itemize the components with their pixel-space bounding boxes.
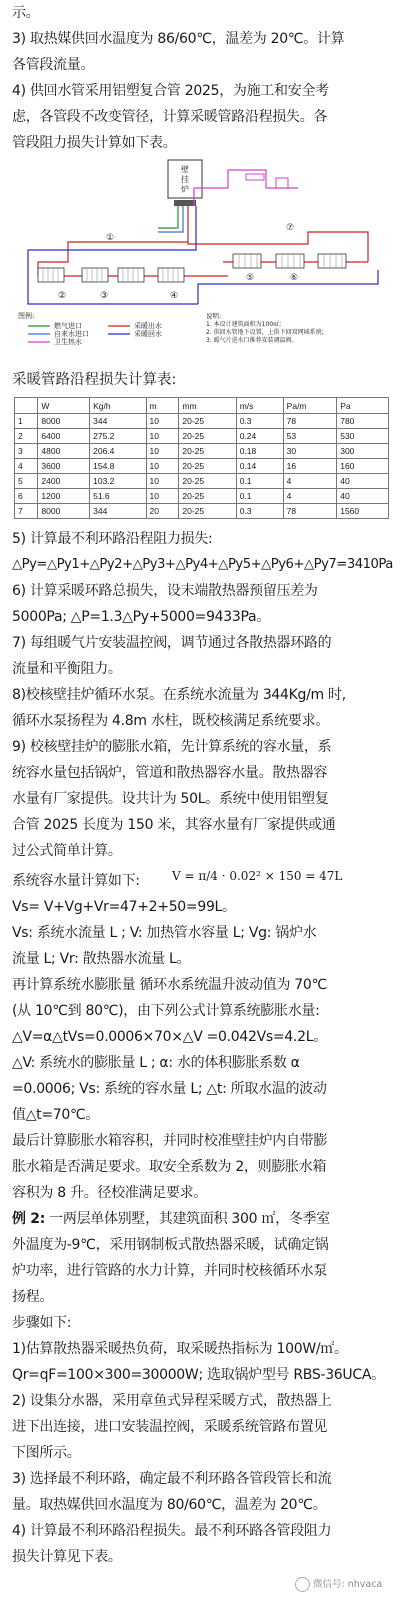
table-header: Kg/h	[90, 398, 146, 414]
text-line: 胀水箱是否满足要求。取安全系数为 2，则膨胀水箱	[12, 1159, 327, 1175]
capacity-formula: V = π/4 · 0.02² × 150 = 47L	[172, 869, 343, 883]
text-line: 过公式简单计算。	[12, 843, 122, 859]
table-header: W	[38, 398, 90, 414]
text-line: 量。取热媒供回水温度为 80/60℃，温差为 20℃。	[12, 1497, 327, 1513]
text-line: 8)校核壁挂炉循环水泵。在系统水流量为 344Kg/m 时,	[12, 687, 346, 703]
text-line: 5000Pa; △P=1.3△Py+5000=9433Pa。	[12, 609, 270, 625]
text-line: 流量 L; Vr: 散热器水流量 L。	[12, 951, 191, 967]
text-line: 值△t=70℃。	[12, 1107, 100, 1123]
note-2: 2. 供回水管地下设置，上供下回双网城系统;	[206, 329, 324, 336]
table-header-row	[15, 398, 389, 414]
text-line: 6) 计算采暖环路总损失，设末端散热器预留压差为	[12, 583, 318, 599]
text-line: △V=α△tVs=0.0006×70×△V =0.042Vs=4.2L。	[12, 1029, 327, 1045]
text-line: 9) 校核壁挂炉的膨胀水箱，先计算系统的容水量，系	[12, 739, 332, 755]
legend-return: 采暖回水	[134, 330, 162, 338]
text-line: 下图所示。	[12, 1445, 81, 1461]
table-row: 6 1200 51.6 10 20-25 0.1 4 40	[15, 489, 389, 504]
text-line: 步骤如下:	[12, 1315, 72, 1331]
boiler-label-2: 挂	[181, 175, 189, 184]
legend-title: 图例:	[18, 312, 35, 320]
text-line: △V: 系统水的膨胀量 L ; α: 水的体积膨胀系数 α	[12, 1055, 300, 1071]
text-line: 最后计算膨胀水箱容积，并同时校准壁挂炉内自带膨	[12, 1133, 328, 1149]
text-line: (从 10℃到 80℃)，由下列公式计算系统膨胀水量:	[12, 1003, 320, 1019]
table-title: 采暖管路沿程损失计算表:	[12, 372, 177, 388]
legend-gas: 燃气进口	[54, 322, 82, 330]
wechat-icon	[295, 1577, 310, 1592]
text-line: 7) 每组暖气片安装温控阀，调节通过各散热器环路的	[12, 635, 332, 651]
table-header: m	[146, 398, 179, 414]
text-line: 统容水量包括锅炉，管道和散热器容水量。散热器容	[12, 765, 328, 781]
gas-pipe	[158, 206, 178, 228]
table-header: mm	[179, 398, 236, 414]
table-header	[15, 398, 38, 414]
text-line: 扬程。	[12, 1289, 54, 1305]
heating-piping-diagram	[8, 158, 398, 358]
text-line: 进下出连接，进口安装温控阀，采暖系统管路布置见	[12, 1419, 328, 1435]
note-1: 1. 本设计建筑面积为100㎡;	[206, 321, 282, 328]
text-line: 合管 2025 长度为 150 米，其容水量有厂家提供或通	[12, 817, 336, 833]
text-line: 1)估算散热器采暖热负荷，取采暖热指标为 100W/㎡。	[12, 1341, 348, 1357]
legend-tap: 自来水进口	[54, 330, 89, 338]
text-line: =0.0006; Vs: 系统的容水量 L; △t: 所取水温的波动	[12, 1081, 327, 1097]
table-header: Pa/m	[283, 398, 337, 414]
loop-number-7: ⑦	[286, 223, 295, 233]
example-2-label: 例 2:	[12, 1211, 46, 1227]
text-line: Vs= V+Vg+Vr=47+2+50=99L。	[12, 899, 236, 915]
text-line: 虑，各管段不改变管径，计算采暖管路沿程损失。各	[12, 109, 328, 125]
loop-number-1: ①	[106, 233, 115, 243]
note-3: 3. 暖气片进水口推荐安装调温阀。	[206, 337, 298, 344]
loop-number-3: ③	[100, 291, 109, 301]
text-line: 管段阻力损失计算如下表。	[12, 135, 177, 151]
text-line: 损失计算见下表。	[12, 1549, 122, 1565]
legend-supply: 采暖出水	[134, 322, 162, 330]
loop-number-4: ④	[170, 291, 179, 301]
legend-hot: 卫生热水	[54, 338, 82, 346]
text-line: Vs: 系统水流量 L ; V: 加热管水容量 L; Vg: 锅炉水	[12, 925, 317, 941]
loop-number-5: ⑤	[246, 273, 255, 283]
text-line: Qr=qF=100×300=30000W; 选取锅炉型号 RBS-36UCA。	[12, 1367, 385, 1383]
table-header: m/s	[236, 398, 283, 414]
basin	[246, 174, 264, 180]
text-line: 3) 选择最不利环路，确定最不利环路各管段管长和流	[12, 1471, 332, 1487]
text-line: 4) 计算最不利环路沿程损失。最不利环路各管段阻力	[12, 1523, 332, 1539]
text-line: 3) 取热媒供回水温度为 86/60℃，温差为 20℃。计算	[12, 31, 345, 47]
watermark-text: 微信号: nhvaca	[313, 1579, 383, 1590]
table-row: 3 4800 206.4 10 20-25 0.18 30 300	[15, 444, 389, 459]
text-line: 再计算系统水膨胀量 循环水系统温升波动值为 70℃	[12, 977, 327, 993]
text-line: 循环水泵扬程为 4.8m 水柱，既校核满足系统要求。	[12, 713, 330, 729]
text-line: 5) 计算最不利环路沿程阻力损失:	[12, 531, 213, 547]
text-line: 2) 设集分水器，采用章鱼式异程采暖方式，散热器上	[12, 1393, 332, 1409]
table-row: 1 8000 344 10 20-25 0.3 78 780	[15, 414, 389, 429]
return-pipe	[28, 206, 198, 304]
table-row: 5 2400 103.2 10 20-25 0.1 4 40	[15, 474, 389, 489]
table-row: 2 6400 275.2 10 20-25 0.24 53 530	[15, 429, 389, 444]
loop-number-2: ②	[58, 291, 67, 301]
text-span: 一两层单体别墅，其建筑面积 300 ㎡，冬季室	[45, 1211, 330, 1227]
text-line: 各管段流量。	[12, 57, 95, 73]
table-row: 4 3600 154.8 10 20-25 0.14 16 160	[15, 459, 389, 474]
table-header: Pa	[337, 398, 389, 414]
notes-title: 说明:	[206, 312, 222, 320]
text-line: 4) 供回水管采用铝塑复合管 2025，为施工和安全考	[12, 83, 329, 99]
loss-table	[14, 397, 389, 519]
table-row: 7 8000 344 20 20-25 0.3 78 1560	[15, 504, 389, 519]
text-line: 外温度为-9℃，采用钢制板式散热器采暖，试确定锅	[12, 1237, 329, 1253]
text-line: 系统容水量计算如下:	[12, 873, 140, 889]
example-2-line	[12, 1206, 396, 1232]
boiler-label-1: 壁	[181, 165, 189, 174]
fixture	[276, 178, 288, 188]
text-line: △Py=△Py1+△Py2+△Py3+△Py4+△Py5+△Py6+△Py7=3410Pa	[12, 557, 393, 572]
loop-number-6: ⑥	[290, 273, 299, 283]
boiler-label-3: 炉	[181, 185, 189, 194]
text-line: 炉功率，进行管路的水力计算，并同时校核循环水泵	[12, 1263, 328, 1279]
text-line: 容积为 8 升。径校准满足要求。	[12, 1185, 208, 1201]
text-line: 示。	[12, 5, 40, 21]
text-line: 流量和平衡阻力。	[12, 661, 122, 677]
watermark	[295, 1576, 382, 1592]
text-line: 水量有厂家提供。设共计为 50L。系统中使用铝塑复	[12, 791, 329, 807]
